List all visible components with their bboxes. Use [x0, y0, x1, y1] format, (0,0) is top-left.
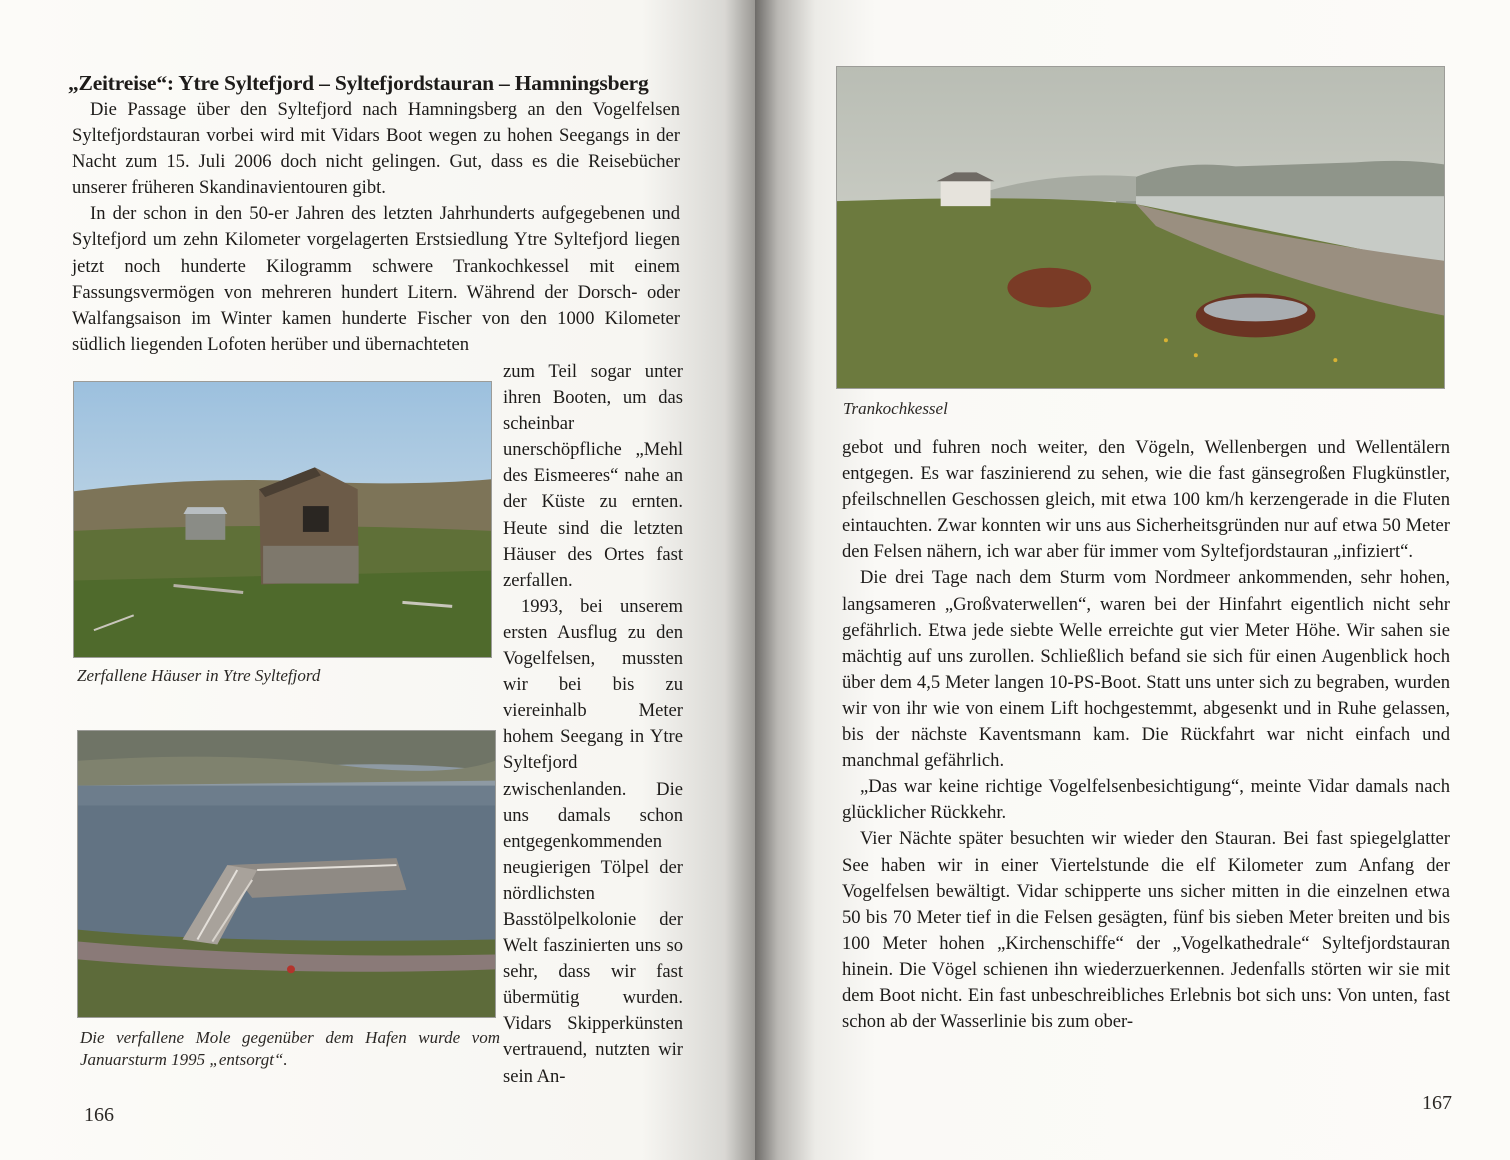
page-number: 167	[1422, 1092, 1452, 1114]
right-body-text	[842, 435, 1450, 1035]
paragraph: zum Teil sogar unter ihren Booten, um das scheinbar unerschöpfliche „Mehl des Eismeeres“ nahe an der Küste zu ernten. Heute sind die letzten Häuser des Ortes fast zerfallen.	[503, 361, 683, 591]
photo-trankochkessel	[836, 66, 1445, 389]
paragraph: Vier Nächte später besuchten wir wieder den Stauran. Bei fast spiegelglatter See haben wir in einer Viertelstunde die elf Kilometer zum Anfang der Vogelfelsen bewältigt. Vidar schipperte uns sicher mitten in die einzelnen etwa 50 bis 70 Meter tief in die Felsen gesägten, fünf bis sieben Meter breiten und bis 100 Meter hohen „Kirchenschiffe“ der „Vogelkathedrale“ Syltefjordstauran hinein. Die Vögel schienen ihn wiederzuerkennen. Jedenfalls störten wir sie mit dem Boot nicht. Ein fast unbeschreibliches Erlebnis bot sich uns: Von unten, fast schon ab der Wasserlinie bis zum ober-	[842, 828, 1450, 1033]
paragraph: In der schon in den 50-er Jahren des letzten Jahrhunderts aufgegebenen und Syltefjord um zehn Kilometer vorgelagerten Erstsiedlung Ytre Syltefjord liegen jetzt noch hunderte Kilogramm schwere Trankochkessel mit einem Fassungsvermögen von mehreren hundert Litern. Während der Dorsch- oder Walfangsaison im Winter kamen hunderte Fischer von den 1000 Kilometer südlich liegenden Lofoten herüber und übernachteten	[72, 203, 680, 355]
photo-caption: Zerfallene Häuser in Ytre Syltefjord	[77, 666, 321, 685]
paragraph: Die Passage über den Syltefjord nach Hamningsberg an den Vogelfelsen Syltefjordstauran vorbei wird mit Vidars Boot wegen zu hohen Seegangs in der Nacht zum 15. Juli 2006 doch nicht gelingen. Gut, dass es die Reisebücher unserer früheren Skandinavientouren gibt.	[72, 99, 680, 199]
paragraph: Die drei Tage nach dem Sturm vom Nordmeer ankommenden, sehr hohen, langsameren „Großvaterwellen“, waren bei der Hinfahrt eigentlich nicht sehr gefährlich. Etwa jede siebte Welle erreichte gut vier Meter Höhe. Wir sahen sie mächtig auf uns zurollen. Schließlich befand sie sich für einen Augenblick hoch über dem 4,5 Meter langen 10-PS-Boot. Statt uns unter sich zu begraben, wurden wir von ihr wie von einem Lift hochgestemmt, abgesenkt und in Ruhe gelassen, bis der nächste Kaventsmann kam. Die Rückfahrt war nicht einfach und manchmal gefährlich.	[842, 567, 1450, 772]
paragraph: „Das war keine richtige Vogelfelsenbesichtigung“, meinte Vidar damals nach glücklicher Rückkehr.	[842, 776, 1450, 824]
photo-ruined-houses	[73, 381, 492, 658]
photo-broken-pier	[77, 730, 496, 1018]
left-intro-text	[72, 97, 680, 358]
chapter-heading: „Zeitreise“: Ytre Syltefjord – Syltefjordstauran – Hamningsberg	[68, 71, 649, 95]
photo-caption: Trankochkessel	[843, 399, 948, 418]
left-column-text	[503, 359, 683, 1090]
paragraph: gebot und fuhren noch weiter, den Vögeln, Wellenbergen und Wellentälern entgegen. Es war faszinierend zu sehen, wie die fast gänsegroßen Flugkünstler, pfeilschnellen Geschossen gleich, mit etwa 100 km/h kerzengerade in die Fluten eintauchten. Zwar konnten wir uns aus Sicherheitsgründen nur auf etwa 50 Meter den Felsen nähern, ich war aber für immer vom Syltefjordstauran „infiziert“.	[842, 437, 1450, 563]
photo-caption: Die verfallene Mole gegenüber dem Hafen wurde vom Januarsturm 1995 „entsorgt“.	[80, 1028, 500, 1069]
page-number: 166	[84, 1104, 114, 1126]
paragraph: 1993, bei unserem ersten Ausflug zu den Vogelfelsen, mussten wir bei bis zu viereinhalb Meter hohem Seegang in Ytre Syltefjord zwischenlanden. Die uns damals schon entgegenkommenden neugierigen Tölpel der nördlichsten Basstölpelkolonie der Welt faszinierten uns so sehr, dass wir fast übermütig wurden. Vidars Skipperkünsten vertrauend, nutzten wir sein An-	[503, 595, 683, 1087]
